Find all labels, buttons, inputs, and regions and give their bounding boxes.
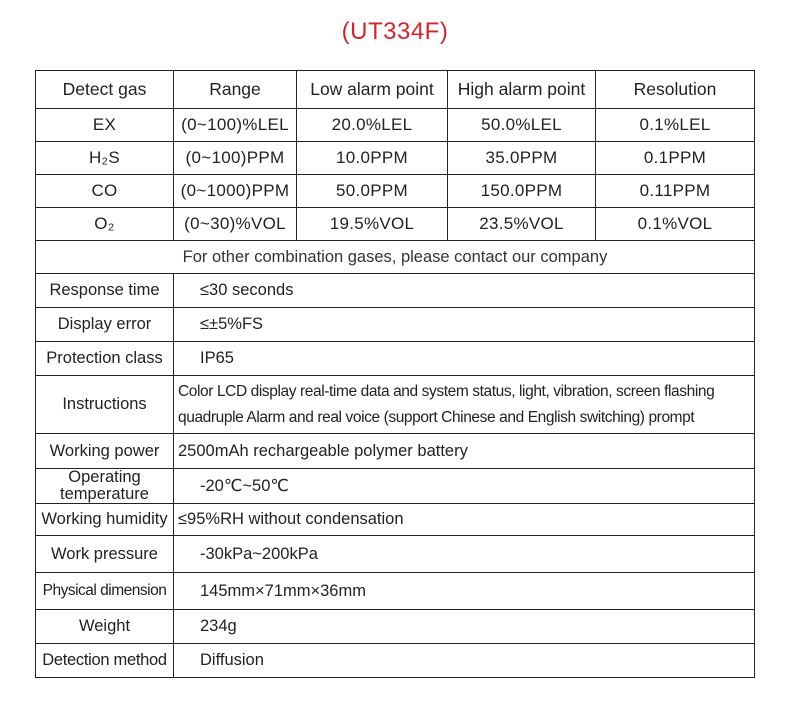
spec-label: Instructions [36, 376, 174, 434]
gas-resolution: 0.1%LEL [596, 109, 755, 142]
spec-row [36, 573, 755, 610]
spec-row [36, 342, 755, 376]
spec-label: Working power [36, 434, 174, 469]
gas-range: (0~1000)PPM [174, 175, 297, 208]
spec-label: Operating temperature [36, 469, 174, 504]
gas-low-alarm: 19.5%VOL [297, 208, 448, 241]
spec-value: ≤30 seconds [174, 274, 755, 308]
spec-details-table [35, 273, 755, 678]
gas-resolution: 0.11PPM [596, 175, 755, 208]
gas-low-alarm: 20.0%LEL [297, 109, 448, 142]
spec-value: IP65 [174, 342, 755, 376]
note-row [36, 241, 755, 274]
product-title: (UT334F) [341, 18, 449, 45]
gas-name: O₂ [36, 208, 174, 241]
spec-table [35, 70, 755, 274]
spec-value: ≤±5%FS [174, 308, 755, 342]
spec-label: Protection class [36, 342, 174, 376]
spec-label: Weight [36, 610, 174, 644]
spec-value: Diffusion [174, 644, 755, 678]
spec-label: Working humidity [36, 504, 174, 536]
table-row [36, 208, 755, 241]
gas-name: CO [36, 175, 174, 208]
gas-high-alarm: 35.0PPM [448, 142, 596, 175]
spec-row [36, 308, 755, 342]
instructions-line-1: Color LCD display real-time data and system status, light, vibration, screen flashing [178, 382, 715, 400]
gas-low-alarm: 10.0PPM [297, 142, 448, 175]
spec-label: Physical dimension [36, 573, 174, 610]
table-row [36, 175, 755, 208]
gas-name: H₂S [36, 142, 174, 175]
header-range: Range [174, 71, 297, 109]
gas-name: EX [36, 109, 174, 142]
spec-label: Work pressure [36, 536, 174, 573]
gas-resolution: 0.1PPM [596, 142, 755, 175]
gas-high-alarm: 23.5%VOL [448, 208, 596, 241]
spec-row [36, 610, 755, 644]
spec-label: Response time [36, 274, 174, 308]
gas-range: (0~30)%VOL [174, 208, 297, 241]
spec-label: Display error [36, 308, 174, 342]
spec-row [36, 469, 755, 504]
header-low-alarm: Low alarm point [297, 71, 448, 109]
spec-row [36, 504, 755, 536]
gas-high-alarm: 150.0PPM [448, 175, 596, 208]
spec-row [36, 274, 755, 308]
gas-low-alarm: 50.0PPM [297, 175, 448, 208]
spec-row [36, 644, 755, 678]
gas-range: (0~100)PPM [174, 142, 297, 175]
header-high-alarm: High alarm point [448, 71, 596, 109]
combination-note: For other combination gases, please contact our company [36, 241, 755, 274]
spec-value: -20℃~50℃ [174, 469, 755, 504]
instructions-line-2: quadruple Alarm and real voice (support Chinese and English switching) prompt [178, 408, 695, 426]
spec-value [174, 376, 755, 434]
spec-value: 234g [174, 610, 755, 644]
spec-value: -30kPa~200kPa [174, 536, 755, 573]
gas-high-alarm: 50.0%LEL [448, 109, 596, 142]
spec-value: ≤95%RH without condensation [174, 504, 755, 536]
spec-row [36, 536, 755, 573]
gas-range: (0~100)%LEL [174, 109, 297, 142]
table-row [36, 109, 755, 142]
spec-value: 2500mAh rechargeable polymer battery [174, 434, 755, 469]
spec-label: Detection method [36, 644, 174, 678]
header-resolution: Resolution [596, 71, 755, 109]
spec-table-container [35, 70, 754, 678]
spec-row [36, 376, 755, 434]
spec-value: 145mm×71mm×36mm [174, 573, 755, 610]
header-detect-gas: Detect gas [36, 71, 174, 109]
gas-resolution: 0.1%VOL [596, 208, 755, 241]
header-row [36, 71, 755, 109]
table-row [36, 142, 755, 175]
spec-row [36, 434, 755, 469]
